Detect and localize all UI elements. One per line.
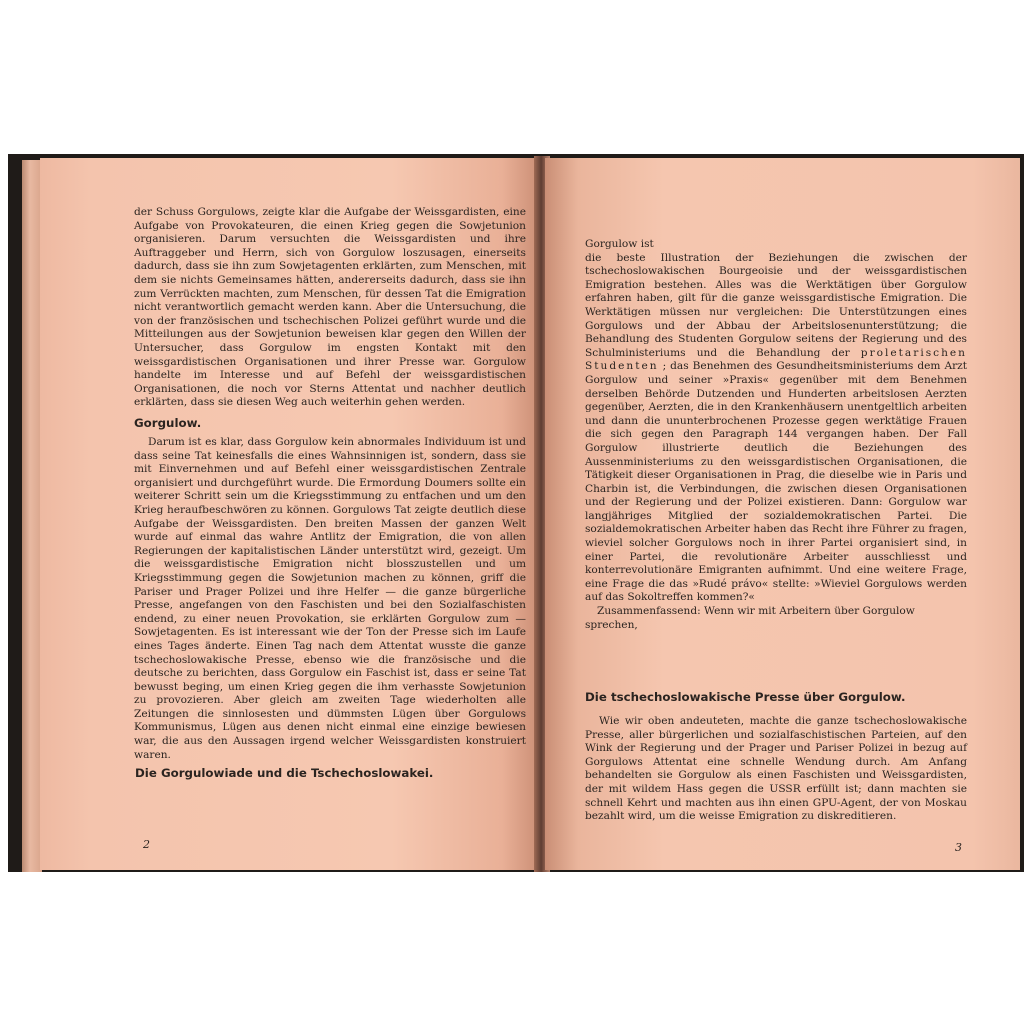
right-paragraph-1 <box>585 238 967 632</box>
left-heading-gorgulow: Gorgulow. <box>134 416 202 430</box>
right-paragraph-1b: ; das Benehmen des Gesundheitsministeriums dem Arzt Gorgulow und seiner »Praxis« gegenüber mit dem Benehmen derselben Behörde Dutzenden und Hunderten arbeitslosen Aerzten gegenüber, Aerzten, die in den Krankenhäusern unentgeltlich arbeiten und dann die ununterbrochenen Prozesse gegen werktätige Frauen die sich gegen den Paragraph 144 vergangen haben. Der Fall Gorgulow illustrierte deutlich die Beziehungen des Aussenministeriums zu den weissgardistischen Organisationen, die Tätigkeit dieser Organisationen in Prag, die dieselbe wie in Paris und Charbin ist, die Verbindungen, die zwischen diesen Organisationen und der Regierung und der Polizei existieren. Dann: Gorgulow war langjähriges Mitglied der sozialdemokratischen Partei. Die sozialdemokratischen Arbeiter haben das Recht ihre Führer zu fragen, wieviel solcher Gorgulows noch in ihrer Partei organisiert sind, in einer Partei, die revolutionäre Arbeiter ausschliesst und konterrevolutionäre Emigranten aufnimmt. Und eine weitere Frage, eine Frage die das »Rudé právo« stellte: »Wieviel Gorgulows werden auf das Sokoltreffen kommen?« <box>585 360 967 604</box>
right-page-number: 3 <box>955 841 962 854</box>
right-lead-text: Gorgulow ist <box>585 238 654 250</box>
left-page <box>40 158 542 870</box>
left-page-number: 2 <box>143 838 150 851</box>
left-paragraph-1: der Schuss Gorgulows, zeigte klar die Aufgabe der Weissgardisten, eine Aufgabe von Provokateuren, die einen Krieg gegen die Sowjetunion organisieren. Darum versuchten die Weissgardisten und ihre Auftraggeber und Herrn, sich von Gorgulow loszusagen, einerseits dadurch, dass sie ihn zum Sowjetagenten erklärten, zum Menschen, mit dem sie nichts Gemeinsames hätten, andererseits dadurch, dass sie ihn zum Verrückten machten, zum Menschen, für dessen Tat die Emigration nicht verantwortlich gemacht werden kann. Aber die Untersuchung, die von der französischen und tschechischen Polizei geführt wurde und die Mitteilungen aus der Sowjetunion beweisen klar gegen den Willen der Untersucher, dass Gorgulow im engsten Kontakt mit den weissgardistischen Organisationen und ihrer Presse war. Gorgulow handelte im Interesse und auf Befehl der weissgardistischen Organisationen, die noch vor Sterns Attentat und nachher deutlich erklärten, dass sie diesen Weg auch weiterhin gehen werden. <box>134 206 526 409</box>
left-heading-gorgulowiade: Die Gorgulowiade und die Tschechoslowakei. <box>135 766 434 780</box>
right-emphasis-spaced: proletarischen Studenten <box>585 346 967 373</box>
left-paragraph-2: Darum ist es klar, dass Gorgulow kein abnormales Individuum ist und dass seine Tat keinesfalls die eines Wahnsinnigen ist, sondern, dass sie mit Einvernehmen und auf Befehl einer weissgardistischen Zentrale organisiert und durchgeführt wurde. Die Ermordung Doumers sollte ein weiterer Schritt sein um die Kriegsstimmung zu entfachen und um den Krieg heraufbeschwören zu können. Gorgulows Tat zeigte deutlich diese Aufgabe der Weissgardisten. Den breiten Massen der ganzen Welt wurde auf einmal das wahre Antlitz der Emigration, die von allen Regierungen der kapitalistischen Länder unterstützt wird, gezeigt. Um die weissgardistische Emigration nicht blosszustellen und um Kriegsstimmung gegen die Sowjetunion machen zu können, griff die Pariser und Prager Polizei und ihre Helfer — die ganze bürgerliche Presse, angefangen von den Faschisten und bei den Sozialfaschisten endend, zu einer neuen Provokation, sie erklärten Gorgulow zum — Sowjetagenten. Es ist interessant wie der Ton der Presse sich im Laufe eines Tages änderte. Einen Tag nach dem Attentat wusste die ganze tschechoslowakische Presse, ebenso wie die französische und die deutsche zu berichten, dass Gorgulow ein Faschist ist, dass er seine Tat bewusst beging, um einen Krieg gegen die ihm verhasste Sowjetunion zu provozieren. Aber gleich am zweiten Tage wiederholten alle Zeitungen die sinnlosesten und dümmsten Lügen über Gorgulows Kommunismus, Lügen aus denen nicht einmal eine einzige bewiesen war, die aus den Aussagen irgend welcher Weissgardisten konstruiert waren. <box>134 436 526 761</box>
right-paragraph-2: Zusammenfassend: Wenn wir mit Arbeitern über Gorgulow sprechen, <box>585 605 915 631</box>
right-paragraph-1a: die beste Illustration der Beziehungen die zwischen der tschechoslowakischen Bourgeoisie und der weissgardistischen Emigration bestehen. Alles was die Werktätigen über Gorgulow erfahren haben, gilt für die ganze weissgardistische Emigration. Die Werktätigen müssen nur vergleichen: Die Unterstützungen eines Gorgulows und der Abbau der Arbeitslosenunterstützung; die Behandlung des Studenten Gorgulow seitens der Regierung und des Schulministeriums und die Behandlung der <box>585 251 967 359</box>
page-stack-edge <box>22 160 42 872</box>
right-heading-presse: Die tschechoslowakische Presse über Gorgulow. <box>585 690 906 704</box>
right-paragraph-3: Wie wir oben andeuteten, machte die ganze tschechoslowakische Presse, aller bürgerlichen und sozialfaschistischen Parteien, auf den Wink der Regierung und der Prager und Pariser Polizei in bezug auf Gorgulows Attentat eine schnelle Wendung durch. Am Anfang behandelten sie Gorgulow als einen Faschisten und Weissgardisten, der mit wildem Hass gegen die USSR erfüllt ist; dann machten sie schnell Kehrt und machten aus ihn einen GPU-Agent, der von Moskau bezahlt wird, um die weisse Emigration zu diskreditieren. <box>585 715 967 823</box>
right-page <box>545 158 1020 870</box>
